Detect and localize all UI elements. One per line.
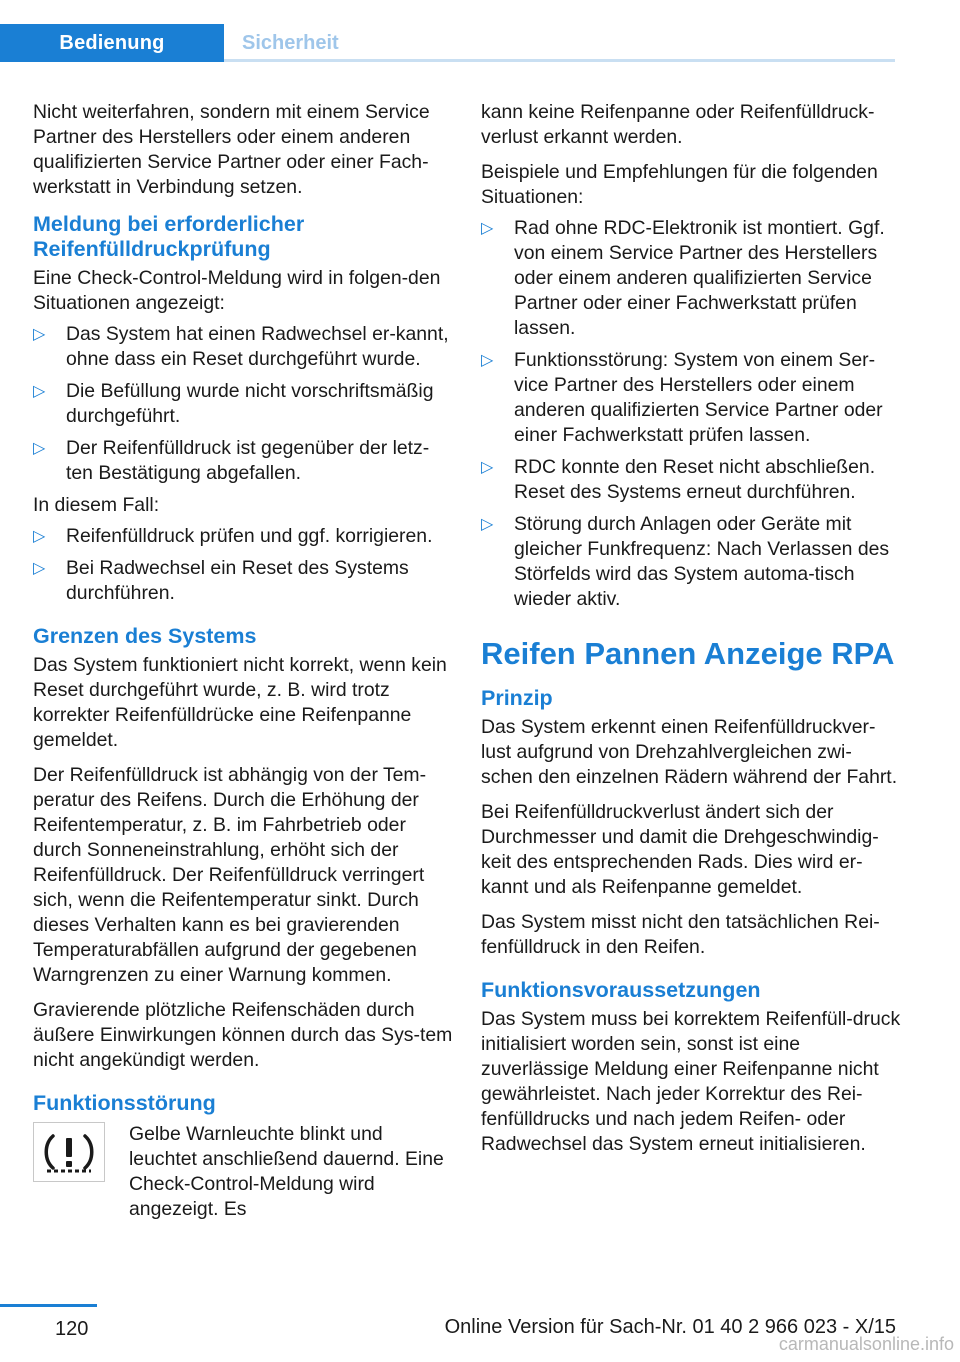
list-item: ▷ Reifenfülldruck prüfen und ggf. korrigieren. xyxy=(33,524,453,549)
tab-sicherheit[interactable]: Sicherheit xyxy=(242,31,339,54)
left-column xyxy=(33,100,453,1222)
paragraph: Das System muss bei korrektem Reifenfüll‐druck initialisiert worden sein, sonst ist eine zuverlässige Meldung einer Reifenpanne nicht gewährleistet. Nach jeder Korrektur des Rei‐fenfülldrucks und nach jedem Reifen- oder Radwechsel das System erneut initialisieren. xyxy=(481,1008,901,1155)
heading-meldung: Meldung bei erforderlicher Reifenfülldruckprüfung xyxy=(33,212,305,261)
watermark: carmanualsonline.info xyxy=(778,1334,954,1354)
list-item: ▷ Störung durch Anlagen oder Geräte mit gleicher Funkfrequenz: Nach Verlassen des Störfelds wird das System automa‐tisch wieder aktiv. xyxy=(481,512,901,612)
example-list xyxy=(481,216,901,612)
paragraph: Beispiele und Empfehlungen für die folgenden Situationen: xyxy=(481,161,878,208)
list-item: ▷ Rad ohne RDC-Elektronik ist montiert. Ggf. von einem Service Partner des Herstellers oder einem anderen qualifizierten Service Partner oder einer Fachwerkstatt prüfen lassen. xyxy=(481,216,901,341)
list-item: ▷ Funktionsstörung: System von einem Ser‐vice Partner des Herstellers oder einem anderen qualifizierten Service Partner oder einer Fachwerkstatt prüfen lassen. xyxy=(481,348,901,448)
list-item: ▷ Bei Radwechsel ein Reset des Systems durchführen. xyxy=(33,556,453,606)
list-item: ▷ Der Reifenfülldruck ist gegenüber der letz‐ten Bestätigung abgefallen. xyxy=(33,436,453,486)
warning-text: Gelbe Warnleuchte blinkt und leuchtet anschließend dauernd. Eine Check-Control-Meldung wird angezeigt. Es xyxy=(129,1123,444,1220)
heading-funktionsstoerung: Funktionsstörung xyxy=(33,1091,216,1115)
heading-prinzip: Prinzip xyxy=(481,686,553,710)
heading-rpa: Reifen Pannen Anzeige RPA xyxy=(481,636,895,671)
paragraph: Das System misst nicht den tatsächlichen Rei‐fenfülldruck in den Reifen. xyxy=(481,911,880,958)
right-column xyxy=(481,100,901,1167)
tire-pressure-warning-icon xyxy=(33,1122,105,1182)
paragraph: Der Reifenfülldruck ist abhängig von der Tem‐peratur des Reifens. Durch die Erhöhung der Reifentemperatur, z. B. im Fahrbetrieb oder durch Sonneneinstrahlung, erhöht sich der Reifenfülldruck. Der Reifenfülldruck verringert sich, wenn die Reifentemperatur sinkt. Durch dieses Verhalten kann es bei gravierenden Temperaturabfällen aufgrund der gegebenen Warngrenzen zu einer Warnung kommen. xyxy=(33,764,427,986)
tab-bedienung[interactable]: Bedienung xyxy=(0,24,224,62)
warning-block xyxy=(33,1122,453,1222)
paragraph: Bei Reifenfülldruckverlust ändert sich der Durchmesser und damit die Drehgeschwindig‐keit des entsprechenden Rads. Dies wird er‐kannt und als Reifenpanne gemeldet. xyxy=(481,801,879,898)
heading-grenzen: Grenzen des Systems xyxy=(33,624,257,648)
paragraph: Das System funktioniert nicht korrekt, wenn kein Reset durchgeführt wurde, z. B. wird trotz korrekter Reifenfülldrücke eine Reifenpanne gemeldet. xyxy=(33,654,447,751)
page-header xyxy=(0,0,960,62)
paragraph: Das System erkennt einen Reifenfülldruckver‐lust aufgrund von Drehzahlvergleichen zwi‐schen den einzelnen Rädern während der Fahrt. xyxy=(481,716,898,788)
footer-accent-line xyxy=(0,1304,97,1307)
footer-version-text: Online Version für Sach-Nr. 01 40 2 966 023 - X/15 xyxy=(444,1316,896,1338)
paragraph: Nicht weiterfahren, sondern mit einem Service Partner des Herstellers oder einem anderen qualifizierten Service Partner oder einer Fach‐werkstatt in Verbindung setzen. xyxy=(33,101,430,198)
situation-list xyxy=(33,322,453,486)
page-number: 120 xyxy=(55,1318,89,1340)
header-divider xyxy=(224,59,895,62)
list-item: ▷ RDC konnte den Reset nicht abschließen. Reset des Systems erneut durchführen. xyxy=(481,455,901,505)
paragraph: In diesem Fall: xyxy=(33,494,160,516)
list-item: ▷ Die Befüllung wurde nicht vorschriftsmäßig durchgeführt. xyxy=(33,379,453,429)
heading-voraussetzungen: Funktionsvoraussetzungen xyxy=(481,978,761,1002)
paragraph: Gravierende plötzliche Reifenschäden durch äußere Einwirkungen können durch das Sys‐tem nicht angekündigt werden. xyxy=(33,999,453,1071)
paragraph: Eine Check-Control-Meldung wird in folgen‐den Situationen angezeigt: xyxy=(33,267,441,314)
list-item: ▷ Das System hat einen Radwechsel er‐kannt, ohne dass ein Reset durchgeführt wurde. xyxy=(33,322,453,372)
action-list xyxy=(33,524,453,606)
paragraph: kann keine Reifenpanne oder Reifenfülldruck‐verlust erkannt werden. xyxy=(481,101,875,148)
